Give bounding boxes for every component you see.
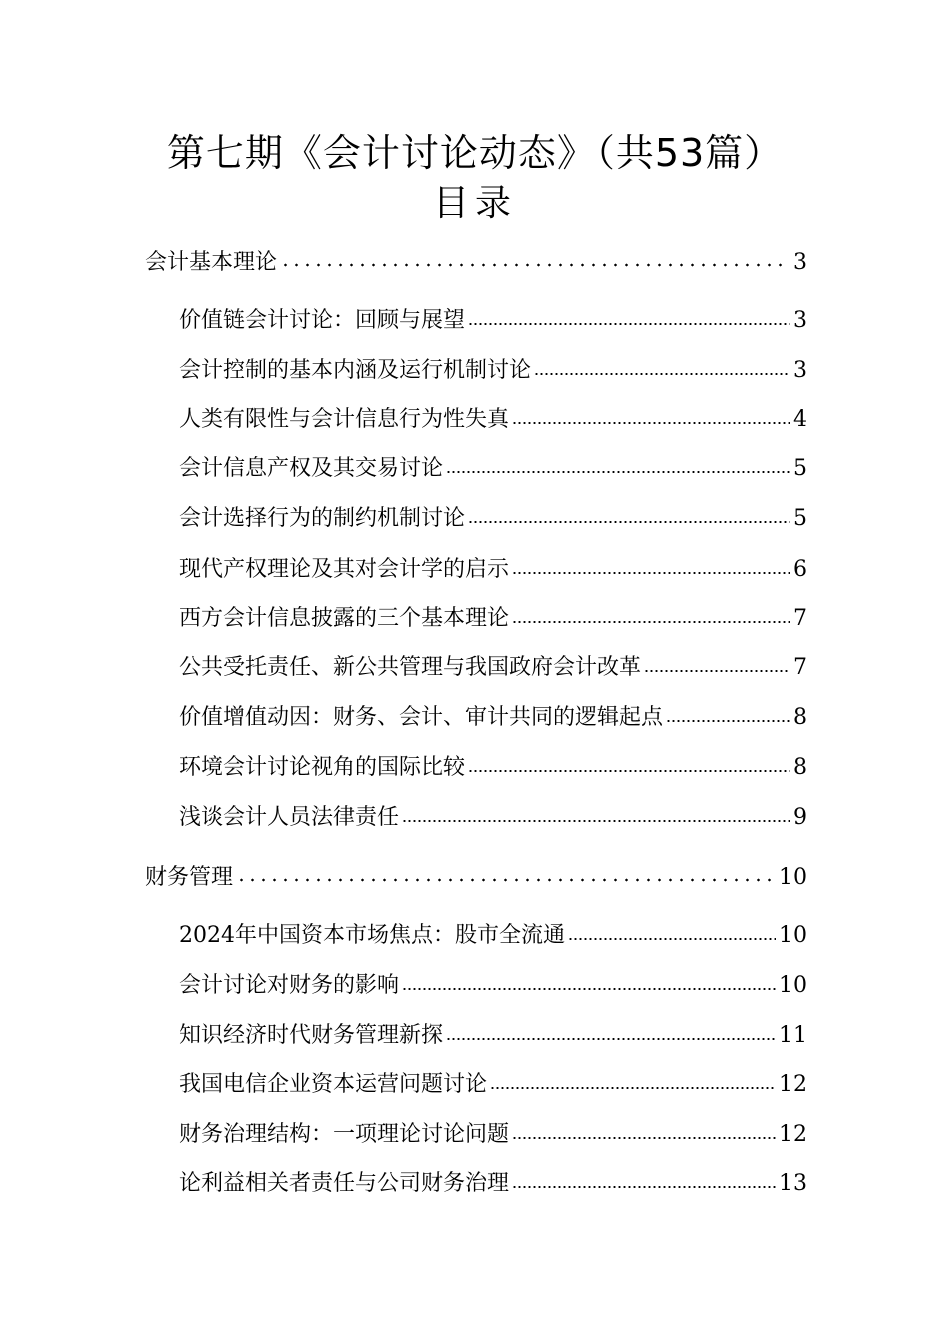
toc-entry-label: 西方会计信息披露的三个基本理论 <box>179 606 510 631</box>
dot-leader <box>512 1119 776 1141</box>
toc-entry[interactable] <box>179 1168 807 1199</box>
dot-leader <box>402 970 776 992</box>
toc-entry-label: 2024年中国资本市场焦点：股市全流通 <box>179 923 565 948</box>
toc-page-number: 10 <box>779 923 807 948</box>
toc-entry-label: 公共受托责任、新公共管理与我国政府会计改革 <box>179 655 642 680</box>
toc-page-number: 3 <box>793 308 807 333</box>
toc-entry[interactable] <box>179 652 807 683</box>
toc-entry[interactable] <box>179 404 807 435</box>
dot-leader <box>468 503 790 525</box>
toc-entry-label: 人类有限性与会计信息行为性失真 <box>179 407 510 432</box>
dot-leader <box>512 404 790 426</box>
toc-page-number: 12 <box>779 1072 807 1097</box>
dot-leader <box>446 453 790 475</box>
dot-leader <box>468 752 790 774</box>
toc-page-number: 5 <box>793 506 807 531</box>
dot-leader <box>534 355 790 377</box>
toc-entry-label: 价值增值动因：财务、会计、审计共同的逻辑起点 <box>179 705 664 730</box>
dot-leader <box>666 702 790 724</box>
toc-heading: 目录 <box>432 183 517 224</box>
dot-leader <box>446 1020 776 1042</box>
toc-entry-label: 浅谈会计人员法律责任 <box>179 805 400 830</box>
dot-leader <box>568 920 776 942</box>
toc-page-number: 12 <box>779 1122 807 1147</box>
dot-leader <box>280 247 790 269</box>
toc-page-number: 8 <box>793 705 807 730</box>
toc-entry-label: 论利益相关者责任与公司财务治理 <box>179 1171 510 1196</box>
toc-section-label: 财务管理 <box>145 865 234 890</box>
toc-section-label: 会计基本理论 <box>145 250 278 275</box>
toc-entry[interactable] <box>179 305 807 336</box>
toc-page-number: 3 <box>793 358 807 383</box>
dot-leader <box>402 802 790 824</box>
dot-leader <box>512 603 790 625</box>
toc-entry[interactable] <box>179 1069 807 1100</box>
toc-entry-label: 我国电信企业资本运营问题讨论 <box>179 1072 488 1097</box>
toc-page-number: 3 <box>793 250 807 275</box>
toc-entry[interactable] <box>179 752 807 783</box>
toc-page-number: 5 <box>793 456 807 481</box>
toc-page-number: 4 <box>793 407 807 432</box>
toc-entry[interactable] <box>179 802 807 833</box>
toc-entry[interactable] <box>179 554 807 585</box>
toc-section-financial-management[interactable] <box>145 862 807 893</box>
toc-entry-label: 会计选择行为的制约机制讨论 <box>179 506 466 531</box>
toc-entry-label: 价值链会计讨论：回顾与展望 <box>179 308 466 333</box>
toc-page-number: 11 <box>779 1023 807 1048</box>
toc-section-basic-theory[interactable] <box>145 247 807 278</box>
toc-entry-label: 现代产权理论及其对会计学的启示 <box>179 557 510 582</box>
document-title: 第七期《会计讨论动态》（共53篇） <box>166 131 784 175</box>
toc-entry[interactable] <box>179 503 807 534</box>
toc-entry[interactable] <box>179 355 807 386</box>
toc-page-number: 7 <box>793 655 807 680</box>
toc-page-number: 6 <box>793 557 807 582</box>
toc-page-number: 7 <box>793 606 807 631</box>
toc-page-number: 10 <box>779 865 807 890</box>
toc-entry-label: 财务治理结构：一项理论讨论问题 <box>179 1122 510 1147</box>
toc-entry[interactable] <box>179 453 807 484</box>
toc-entry[interactable] <box>179 1119 807 1150</box>
toc-entry[interactable] <box>179 920 807 951</box>
dot-leader <box>512 1168 776 1190</box>
toc-page-number: 9 <box>793 805 807 830</box>
dot-leader <box>512 554 790 576</box>
toc-entry[interactable] <box>179 603 807 634</box>
dot-leader <box>644 652 790 674</box>
toc-page-number: 8 <box>793 755 807 780</box>
toc-entry-label: 环境会计讨论视角的国际比较 <box>179 755 466 780</box>
dot-leader <box>236 862 776 884</box>
toc-entry[interactable] <box>179 970 807 1001</box>
dot-leader <box>468 305 790 327</box>
toc-entry[interactable] <box>179 702 807 733</box>
toc-entry-label: 会计控制的基本内涵及运行机制讨论 <box>179 358 532 383</box>
toc-entry-label: 会计讨论对财务的影响 <box>179 973 400 998</box>
toc-page-number: 13 <box>779 1171 807 1196</box>
dot-leader <box>490 1069 776 1091</box>
toc-entry-label: 知识经济时代财务管理新探 <box>179 1023 444 1048</box>
toc-entry[interactable] <box>179 1020 807 1051</box>
toc-page-number: 10 <box>779 973 807 998</box>
toc-entry-label: 会计信息产权及其交易讨论 <box>179 456 444 481</box>
